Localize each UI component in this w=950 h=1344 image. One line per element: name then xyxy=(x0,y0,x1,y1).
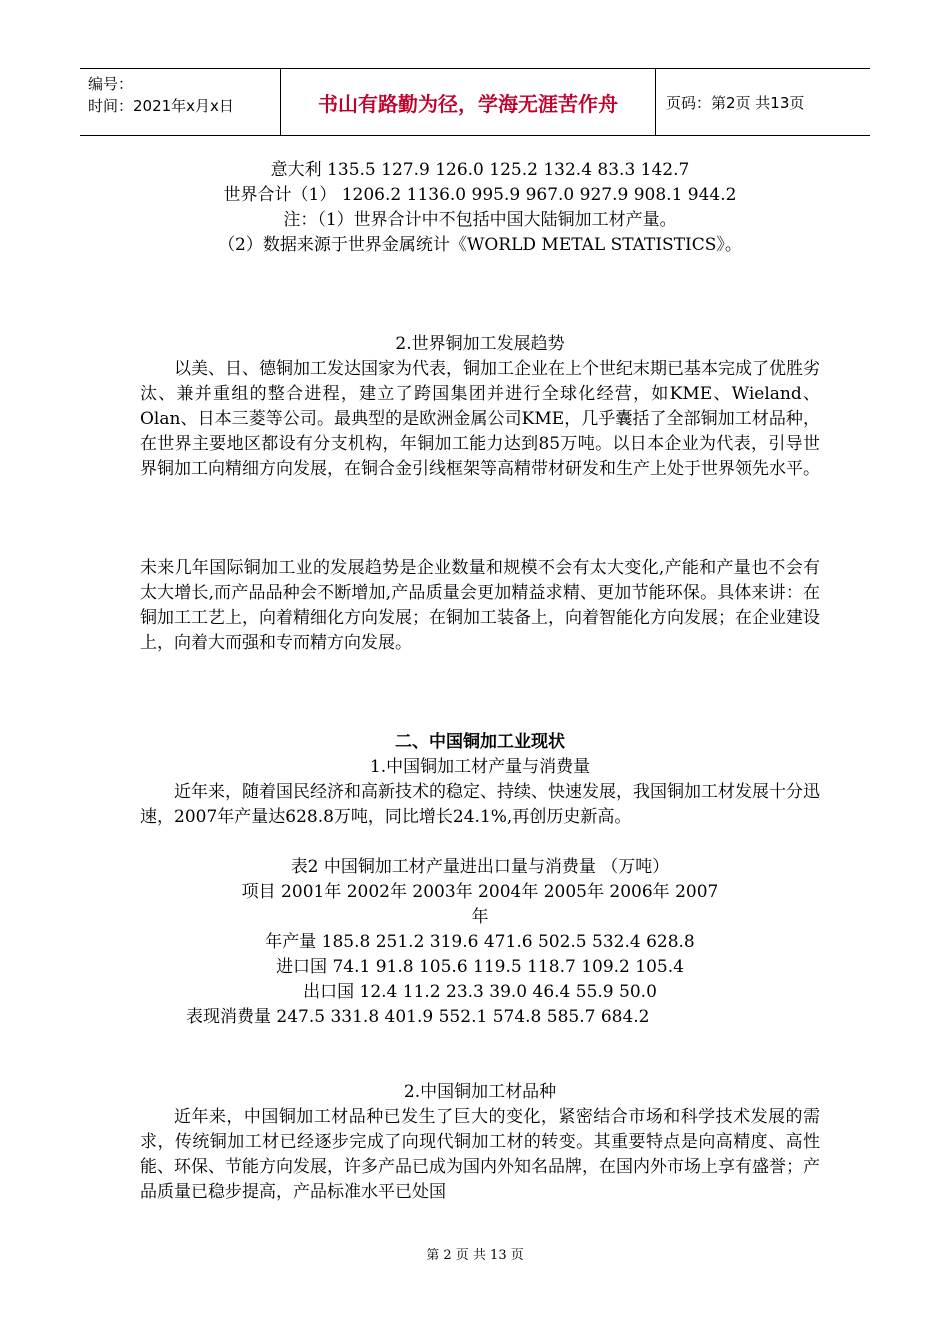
document-body xyxy=(140,158,820,1205)
page-footer: 第 2 页 共 13 页 xyxy=(426,1248,524,1263)
china-para2: 近年来，中国铜加工材品种已发生了巨大的变化，紧密结合市场和科学技术发展的需求，传统铜加工材已经逐步完成了向现代铜加工材的转变。其重要特点是向高精度、高性能、环保、节能方向发展，许多产品已成为国内外知名品牌，在国内外市场上享有盛誉；产品质量已稳步提高，产品标准水平已处国 xyxy=(140,1107,820,1202)
table1-row-world: 世界合计（1） 1206.2 1136.0 995.9 967.0 927.9 908.1 944.2 xyxy=(223,185,737,205)
table2-title: 表2 中国铜加工材产量进出口量与消费量 （万吨） xyxy=(290,857,670,877)
table2-row: 进口国 74.1 91.8 105.6 119.5 118.7 109.2 105.4 xyxy=(276,957,684,977)
table1-note1: 注：（1）世界合计中不包括中国大陆铜加工材产量。 xyxy=(283,210,677,230)
table2-row: 表现消费量 247.5 331.8 401.9 552.1 574.8 585.7 684.2 xyxy=(186,1007,650,1027)
table1-row-italy: 意大利 135.5 127.9 126.0 125.2 132.4 83.3 142.7 xyxy=(270,160,690,180)
table1-note2: （2）数据来源于世界金属统计《WORLD METAL STATISTICS》。 xyxy=(218,235,742,255)
header-meta xyxy=(80,69,280,135)
world-trend-heading: 2.世界铜加工发展趋势 xyxy=(395,334,565,354)
table2-row: 出口国 12.4 11.2 23.3 39.0 46.4 55.9 50.0 xyxy=(303,982,657,1002)
number-label: 编号： xyxy=(88,75,134,93)
table2-row: 年产量 185.8 251.2 319.6 471.6 502.5 532.4 628.8 xyxy=(265,932,695,952)
page-header xyxy=(80,68,870,136)
china-para1: 近年来，随着国民经济和高新技术的稳定、持续、快速发展，我国铜加工材发展十分迅速，2007年产量达628.8万吨，同比增长24.1%,再创历史新高。 xyxy=(140,782,820,827)
china-section-title: 二、中国铜加工业现状 xyxy=(395,732,565,752)
header-motto: 书山有路勤为径，学海无涯苦作舟 xyxy=(280,69,656,135)
date-label: 时间：2021年x月x日 xyxy=(88,97,234,115)
table2-header: 项目 2001年 2002年 2003年 2004年 2005年 2006年 2007 xyxy=(241,882,719,902)
table2-header-wrap: 年 xyxy=(471,907,489,927)
header-page-label: 页码：第2页 共13页 xyxy=(666,93,805,112)
world-trend-para1: 以美、日、德铜加工发达国家为代表，铜加工企业在上个世纪末期已基本完成了优胜劣汰、兼并重组的整合进程，建立了跨国集团并进行全球化经营，如KME、Wieland、Olan、日本三菱等公司。最典型的是欧洲金属公司KME，几乎囊括了全部铜加工材品种，在世界主要地区都设有分支机构，年铜加工能力达到85万吨。以日本企业为代表，引导世界铜加工向精细方向发展，在铜合金引线框架等高精带材研发和生产上处于世界领先水平。 xyxy=(140,359,820,479)
china-sub2-heading: 2.中国铜加工材品种 xyxy=(403,1082,557,1102)
world-trend-para2: 未来几年国际铜加工业的发展趋势是企业数量和规模不会有太大变化,产能和产量也不会有太大增长,而产品品种会不断增加,产品质量会更加精益求精、更加节能环保。具体来讲：在铜加工工艺上，向着精细化方向发展；在铜加工装备上，向着智能化方向发展；在企业建设上，向着大而强和专而精方向发展。 xyxy=(140,558,820,653)
china-sub1-heading: 1.中国铜加工材产量与消费量 xyxy=(369,757,591,777)
